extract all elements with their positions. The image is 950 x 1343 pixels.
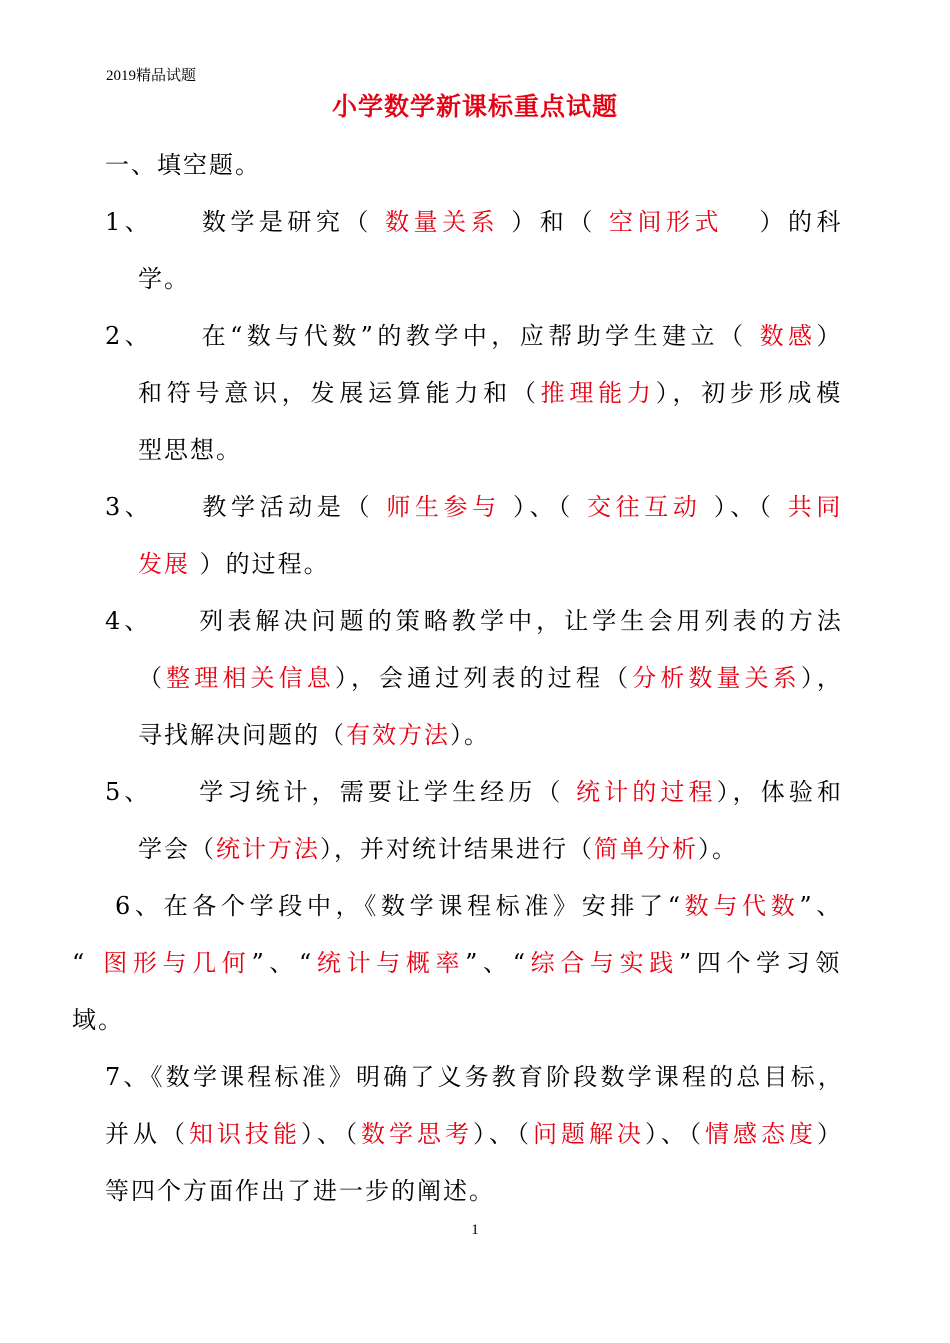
answer-text: 交往互动	[587, 493, 702, 521]
answer-text: 数与代数	[684, 892, 800, 920]
question-text: ）的科	[723, 208, 846, 236]
answer-text: 师生参与	[386, 493, 501, 521]
question-text: 3、 教学活动是（	[105, 493, 387, 521]
question-text: 域。	[72, 1006, 124, 1034]
question-text: 型思想。	[138, 436, 242, 464]
question-text: 1、 数学是研究（	[105, 208, 386, 236]
question-6-line	[72, 1008, 124, 1032]
document-title: 小学数学新课标重点试题	[331, 92, 618, 121]
question-4-line	[138, 666, 845, 690]
question-6-line	[72, 951, 845, 975]
question-text: ），	[800, 664, 846, 692]
question-text: ”、“	[465, 949, 531, 977]
question-text: ”、	[799, 892, 845, 920]
answer-text: 图形与几何	[103, 949, 252, 977]
question-3-line	[105, 495, 845, 519]
answer-text: 发展	[138, 550, 190, 578]
question-text: 5、 学习统计，需要让学生经历（	[105, 778, 577, 806]
question-text: ）	[816, 322, 845, 350]
question-text: ”、“	[251, 949, 317, 977]
question-text: ）。	[698, 835, 738, 863]
answer-text: 知识技能	[189, 1120, 301, 1148]
section-heading: 一、填空题。	[105, 151, 261, 179]
question-text: （	[138, 664, 167, 692]
question-text: 等四个方面作出了进一步的阐述。	[105, 1177, 495, 1205]
answer-text: 综合与实践	[530, 949, 679, 977]
question-text: 学。	[138, 265, 190, 293]
question-text: 2、 在“数与代数”的教学中，应帮助学生建立（	[105, 322, 760, 350]
question-7-line	[105, 1122, 845, 1146]
question-text: 并从（	[105, 1120, 189, 1148]
answer-text: 问题解决	[533, 1120, 645, 1148]
answer-text: 推理能力	[540, 379, 656, 407]
page-header: 2019精品试题	[106, 68, 197, 84]
question-text: ）、（	[473, 1120, 533, 1148]
answer-text: 数感	[759, 322, 817, 350]
question-1-line	[105, 210, 845, 234]
question-4-line	[105, 609, 845, 633]
question-text: ），体验和	[716, 778, 846, 806]
question-text: ）、（	[701, 493, 788, 521]
question-7-line	[105, 1179, 495, 1203]
question-text: 6、在各个学段中，《数学课程标准》安排了“	[115, 892, 685, 920]
answer-text: 情感态度	[705, 1120, 817, 1148]
question-text: ）	[817, 1120, 845, 1148]
question-2-line	[105, 324, 845, 348]
question-7-line	[105, 1065, 845, 1089]
question-text: 4、 列表解决问题的策略教学中，让学生会用列表的方法	[105, 607, 845, 635]
answer-text: 统计方法	[216, 835, 320, 863]
answer-text: 分析数量关系	[632, 664, 801, 692]
answer-text: 共同	[787, 493, 845, 521]
question-4-line	[138, 723, 490, 747]
answer-text: 数量关系	[385, 208, 500, 236]
question-text: ）、（	[645, 1120, 705, 1148]
question-5-line	[138, 837, 738, 861]
question-1-line	[138, 267, 190, 291]
question-text: 7、《数学课程标准》明确了义务教育阶段数学课程的总目标，	[105, 1063, 845, 1091]
question-2-line	[138, 438, 242, 462]
question-text: 学会（	[138, 835, 216, 863]
question-3-line	[138, 552, 330, 576]
question-text: ）。	[450, 721, 490, 749]
answer-text: 统计与概率	[316, 949, 466, 977]
question-6-line	[115, 894, 845, 918]
question-text: 寻找解决问题的（	[138, 721, 346, 749]
page-number: 1	[471, 1222, 479, 1238]
question-text: ），会通过列表的过程（	[334, 664, 633, 692]
answer-text: 空间形式	[608, 208, 724, 236]
question-5-line	[105, 780, 845, 804]
question-text: “	[72, 949, 104, 977]
question-text: ）的过程。	[190, 550, 330, 578]
question-2-line	[138, 381, 845, 405]
question-text: ），初步形成模	[655, 379, 846, 407]
answer-text: 有效方法	[346, 721, 450, 749]
answer-text: 简单分析	[594, 835, 698, 863]
question-text: ）、（	[500, 493, 588, 521]
answer-text: 统计的过程	[576, 778, 717, 806]
question-text: ），并对统计结果进行（	[320, 835, 594, 863]
question-text: ）和（	[499, 208, 609, 236]
question-text: ”四个学习领	[678, 949, 846, 977]
question-text: ）、（	[301, 1120, 361, 1148]
answer-text: 数学思考	[361, 1120, 473, 1148]
answer-text: 整理相关信息	[166, 664, 335, 692]
question-text: 和符号意识，发展运算能力和（	[138, 379, 541, 407]
